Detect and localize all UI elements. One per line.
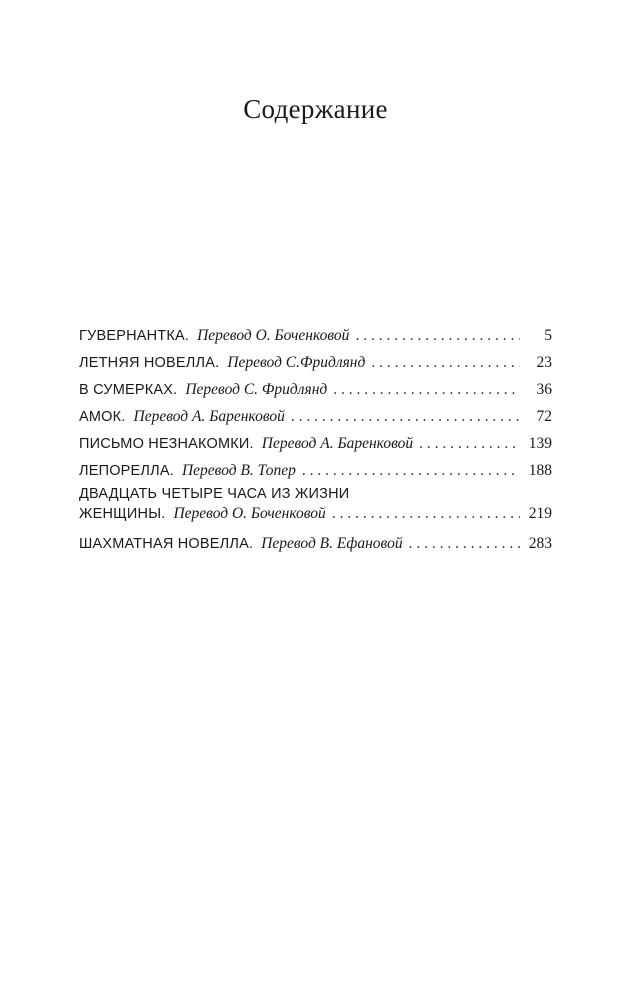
toc-entry-title: ШАХМАТНАЯ НОВЕЛЛА. <box>79 536 254 552</box>
toc-entry[interactable] <box>79 403 552 430</box>
dot-leader <box>333 376 520 403</box>
dot-leader <box>302 457 520 484</box>
toc-entry-title: ЛЕТНЯЯ НОВЕЛЛА. <box>79 355 220 371</box>
dot-leader <box>409 530 520 557</box>
dot-leader <box>291 403 520 430</box>
toc-entry[interactable] <box>79 457 552 484</box>
toc-entry-title-line2: ЖЕНЩИНЫ. <box>79 506 166 522</box>
toc-entry-page: 219 <box>528 505 552 522</box>
toc-entry-translator: Перевод О. Боченковой <box>173 505 326 522</box>
toc-entry[interactable] <box>79 349 552 376</box>
dot-leader <box>355 322 520 349</box>
toc-entry-title: В СУМЕРКАХ. <box>79 382 178 398</box>
toc-entry-page: 283 <box>528 535 552 552</box>
toc-entry[interactable] <box>79 484 552 526</box>
toc-entry-page: 5 <box>544 327 552 344</box>
toc-entry[interactable] <box>79 376 552 403</box>
toc-entry-translator: Перевод А. Баренковой <box>133 408 285 425</box>
toc-entry-translator: Перевод В. Топер <box>181 462 296 479</box>
toc-entry-translator: Перевод В. Ефановой <box>261 535 403 552</box>
toc-entry-translator: Перевод С.Фридлянд <box>227 354 366 371</box>
toc-entry-page: 23 <box>536 354 552 371</box>
toc-entry-page: 72 <box>536 408 552 425</box>
page-title: Содержание <box>243 94 388 124</box>
toc-entry-title: ГУВЕРНАНТКА. <box>79 328 190 344</box>
toc-entry-page: 36 <box>536 381 552 398</box>
toc-entry-title-line1: ДВАДЦАТЬ ЧЕТЫРЕ ЧАСА ИЗ ЖИЗНИ <box>79 486 350 502</box>
dot-leader <box>332 504 520 524</box>
toc-entry-title: ПИСЬМО НЕЗНАКОМКИ. <box>79 436 254 452</box>
dot-leader <box>371 349 520 376</box>
toc-entry[interactable] <box>79 530 552 557</box>
toc-entry-title: АМОК. <box>79 409 126 425</box>
toc-entry[interactable] <box>79 322 552 349</box>
dot-leader <box>419 430 520 457</box>
toc-entry-page: 139 <box>528 435 552 452</box>
toc-entry-title: ЛЕПОРЕЛЛА. <box>79 463 174 479</box>
table-of-contents <box>79 322 552 557</box>
toc-entry[interactable] <box>79 430 552 457</box>
toc-entry-translator: Перевод О. Боченковой <box>197 327 350 344</box>
toc-entry-page: 188 <box>528 462 552 479</box>
toc-entry-translator: Перевод А. Баренковой <box>261 435 414 452</box>
toc-entry-translator: Перевод С. Фридлянд <box>185 381 328 398</box>
